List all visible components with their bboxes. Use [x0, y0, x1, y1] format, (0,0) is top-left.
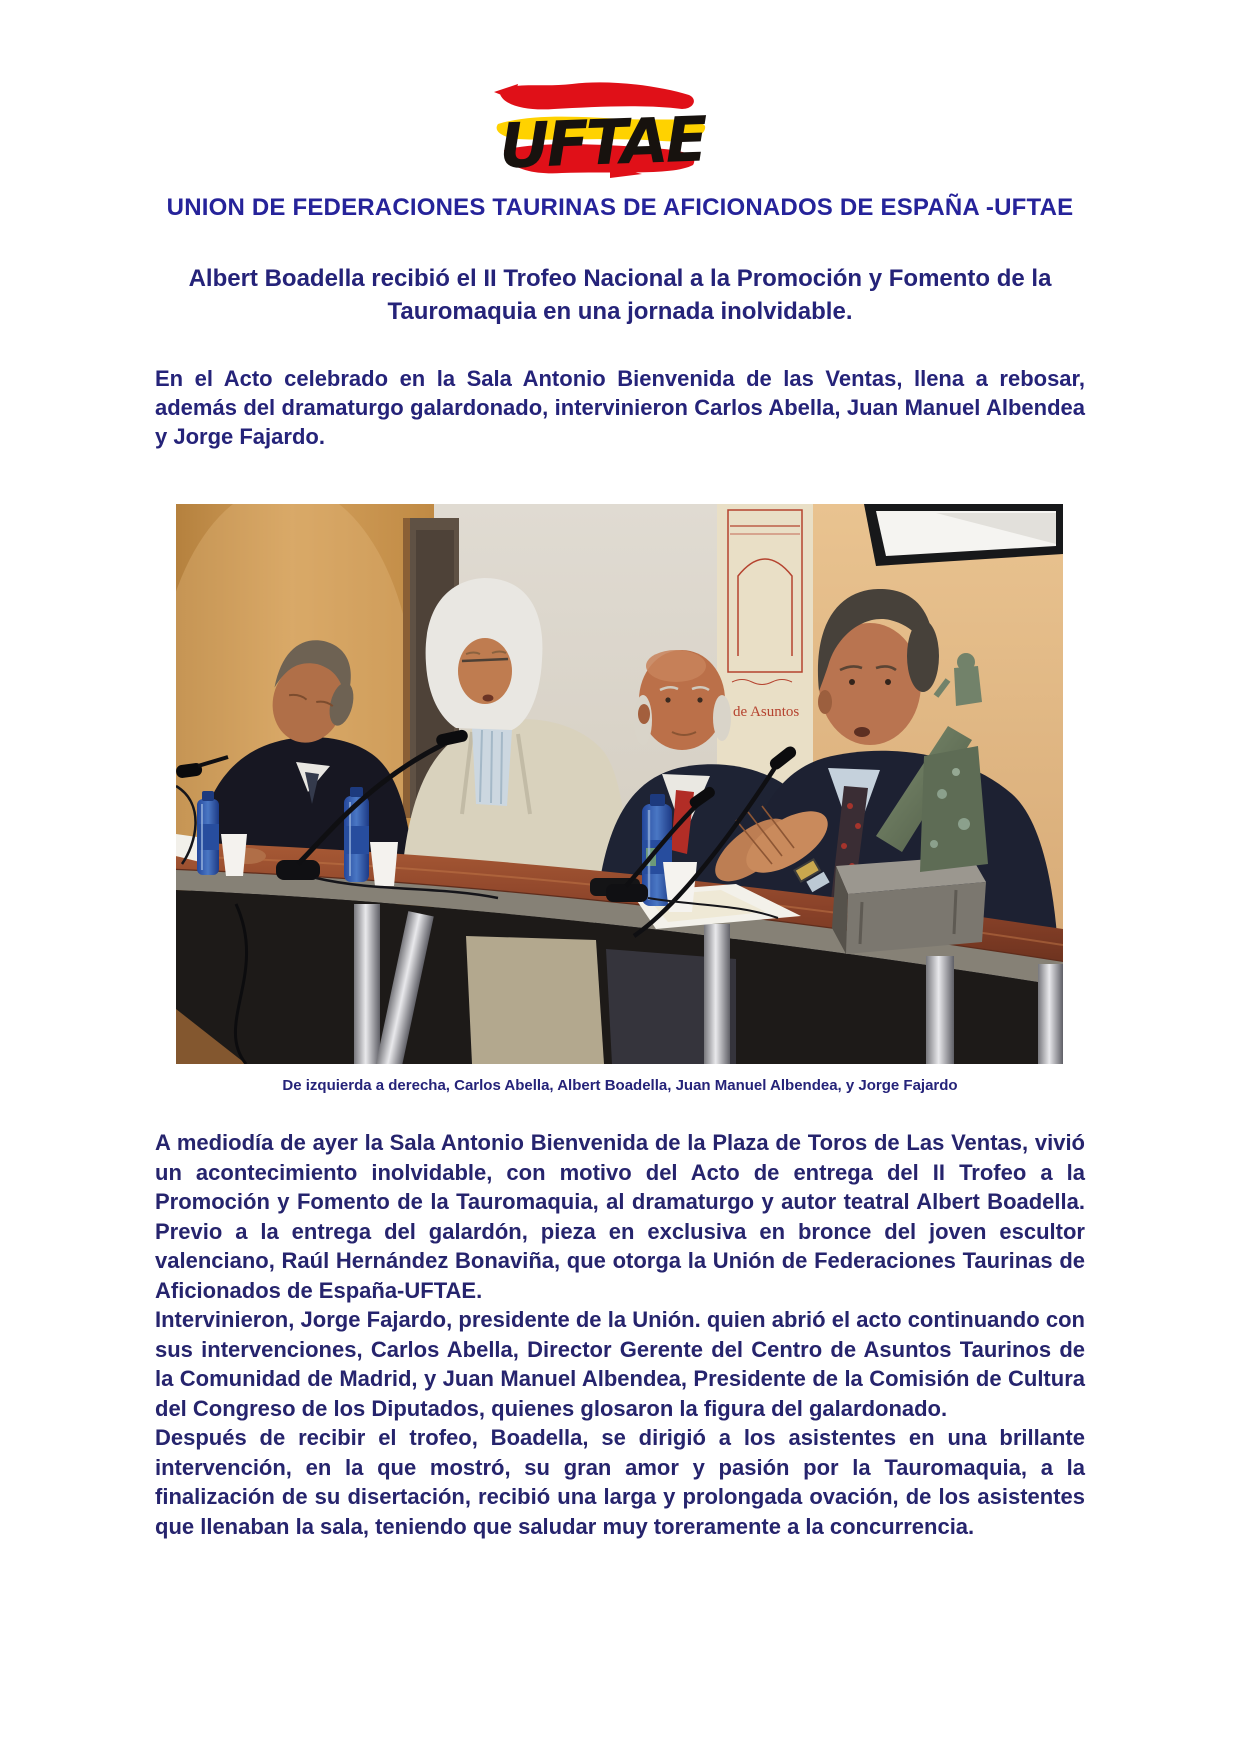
- article-body: [155, 1128, 1085, 1541]
- conference-photo: [176, 504, 1063, 1064]
- uftae-logo-svg: [492, 70, 712, 184]
- uftae-logo: [492, 70, 712, 184]
- body-paragraph-1: A mediodía de ayer la Sala Antonio Bienvenida de la Plaza de Toros de Las Ventas, vivió un acontecimiento inolvidable, con motivo del Acto de entrega del II Trofeo a la Promoción y Fomento de la Tauromaquia, al dramaturgo y autor teatral Albert Boadella. Previo a la entrega del galardón, pieza en exclusiva en bronce del joven escultor valenciano, Raúl Hernández Bonaviña, que otorga la Unión de Federaciones Taurinas de Aficionados de España-UFTAE.: [155, 1130, 1085, 1303]
- body-paragraph-3: Después de recibir el trofeo, Boadella, se dirigió a los asistentes en una brillante intervención, en la que mostró, su gran amor y pasión por la Tauromaquia, a la finalización de su disertación, recibió una larga y prolongada ovación, de los asistentes que llenaban la sala, teniendo que saludar muy toreramente a la concurrencia.: [155, 1425, 1085, 1539]
- wall-banner: [717, 504, 813, 794]
- photo-caption: De izquierda a derecha, Carlos Abella, Albert Boadella, Juan Manuel Albendea, y Jorge Fajardo: [282, 1077, 958, 1094]
- organization-title: UNION DE FEDERACIONES TAURINAS DE AFICIONADOS DE ESPAÑA -UFTAE: [166, 194, 1074, 221]
- article-headline: Albert Boadella recibió el II Trofeo Nacional a la Promoción y Fomento de la Tauromaquia en una jornada inolvidable.: [188, 265, 1052, 325]
- article-figure: [0, 504, 1240, 1094]
- banner-text: de Asuntos: [733, 704, 800, 720]
- article-lead: En el Acto celebrado en la Sala Antonio Bienvenida de las Ventas, llena a rebosar, además del dramaturgo galardonado, intervinieron Carlos Abella, Juan Manuel Albendea y Jorge Fajardo.: [155, 366, 1085, 449]
- uftae-logo-text: UFTAE: [498, 102, 706, 183]
- conference-photo-svg: [176, 504, 1063, 1064]
- water-bottle: [197, 791, 219, 875]
- body-paragraph-2: Intervinieron, Jorge Fajardo, presidente de la Unión. quien abrió el acto continuando con sus intervenciones, Carlos Abella, Director Gerente del Centro de Asuntos Taurinos de la Comunidad de Madrid, y Juan Manuel Albendea, Presidente de la Comisión de Cultura del Congreso de los Diputados, quienes glosaron la figura del galardonado.: [155, 1307, 1085, 1421]
